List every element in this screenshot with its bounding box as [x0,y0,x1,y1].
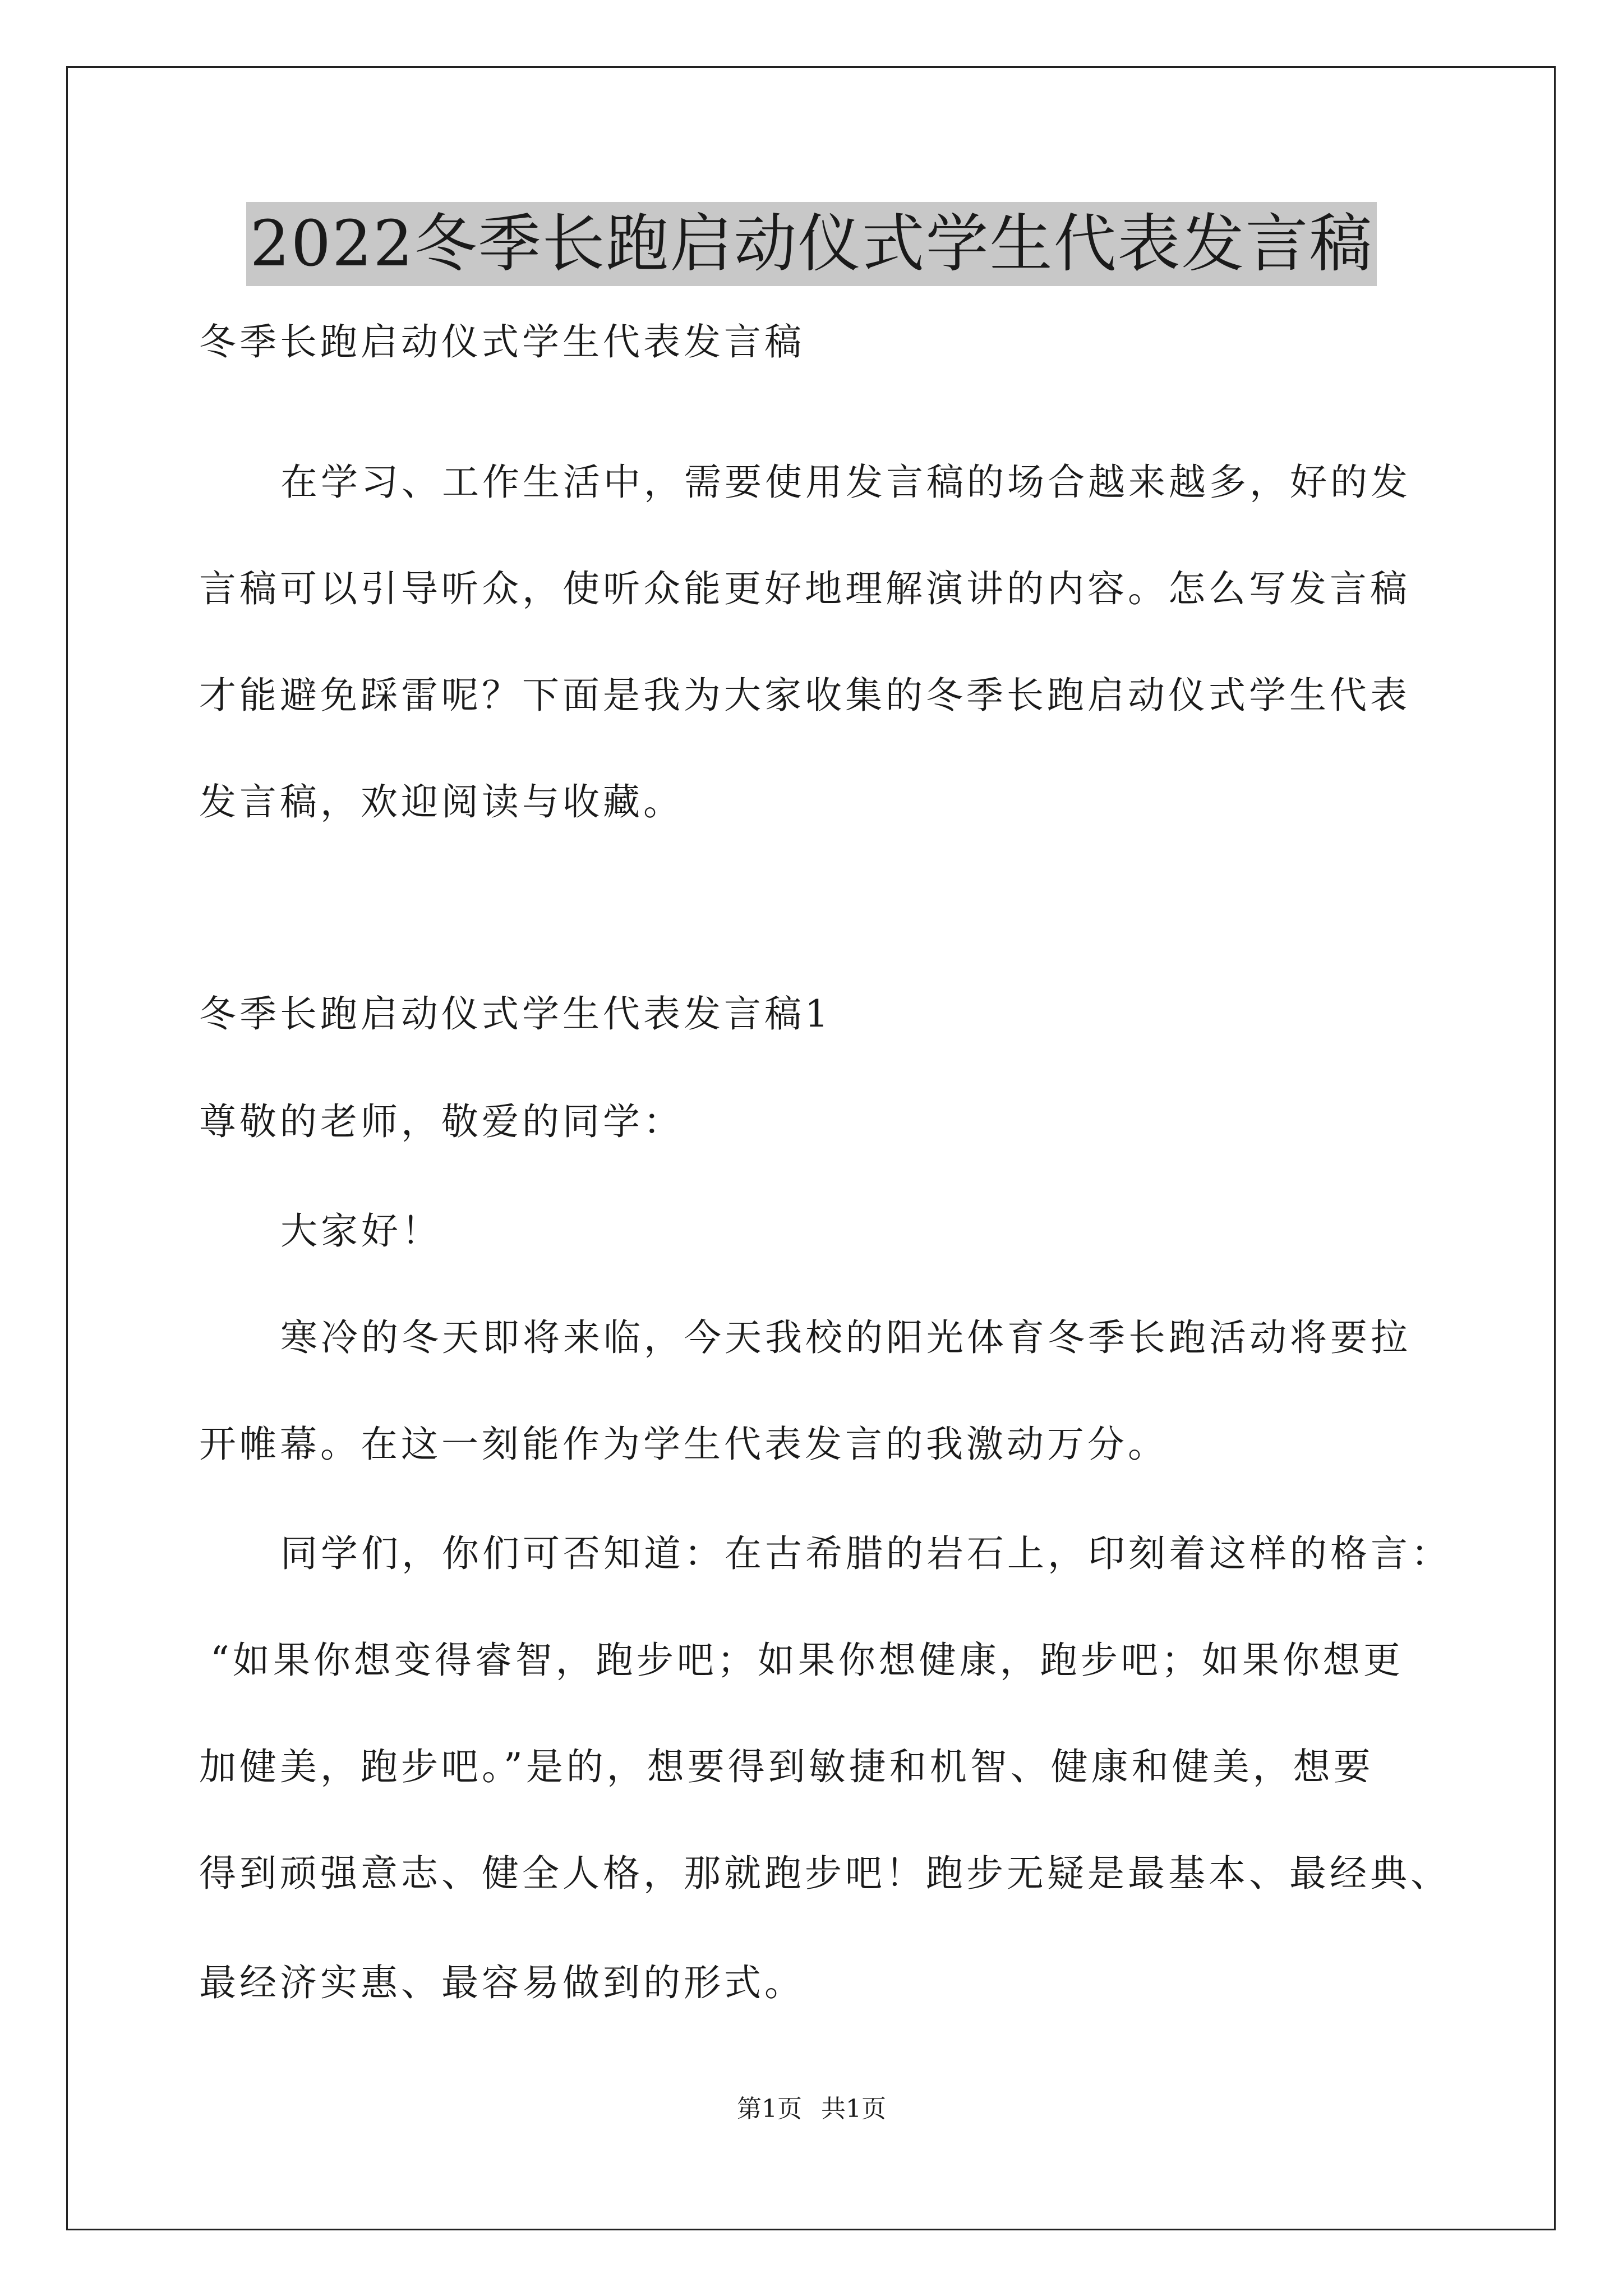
intro-line-3: 才能避免踩雷呢？下面是我为大家收集的冬季长跑启动仪式学生代表 [199,674,1410,717]
page-number: 第1页 [737,2095,802,2123]
intro-line-1: 在学习、工作生活中，需要使用发言稿的场合越来越多，好的发 [280,461,1411,504]
paragraph2-line-2: “如果你想变得睿智，跑步吧；如果你想健康，跑步吧；如果你想更 [210,1639,1404,1682]
paragraph2-line-3: 加健美，跑步吧。”是的，想要得到敏捷和机智、健康和健美，想要 [199,1745,1374,1788]
document-title: 2022冬季长跑启动仪式学生代表发言稿 [246,202,1376,286]
title-container [0,202,1623,286]
intro-line-2: 言稿可以引导听众，使听众能更好地理解演讲的内容。怎么写发言稿 [199,567,1410,610]
paragraph2-line-4: 得到顽强意志、健全人格，那就跑步吧！跑步无疑是最基本、最经典、 [199,1852,1451,1895]
paragraph2-line-1: 同学们，你们可否知道：在古希腊的岩石上，印刻着这样的格言： [280,1532,1451,1575]
section-heading: 冬季长跑启动仪式学生代表发言稿1 [199,992,832,1036]
page-total: 共1页 [821,2095,886,2123]
intro-line-4: 发言稿，欢迎阅读与收藏。 [199,780,684,823]
page-border [66,66,1556,2230]
document-subtitle: 冬季长跑启动仪式学生代表发言稿 [199,320,805,364]
salutation: 尊敬的老师，敬爱的同学： [199,1100,684,1143]
page-footer [0,2092,1623,2126]
paragraph1-line-2: 开帷幕。在这一刻能作为学生代表发言的我激动万分。 [199,1423,1168,1466]
paragraph1-line-1: 寒冷的冬天即将来临，今天我校的阳光体育冬季长跑活动将要拉 [280,1316,1411,1359]
paragraph2-line-5: 最经济实惠、最容易做到的形式。 [199,1961,805,2004]
greeting: 大家好！ [280,1209,442,1253]
